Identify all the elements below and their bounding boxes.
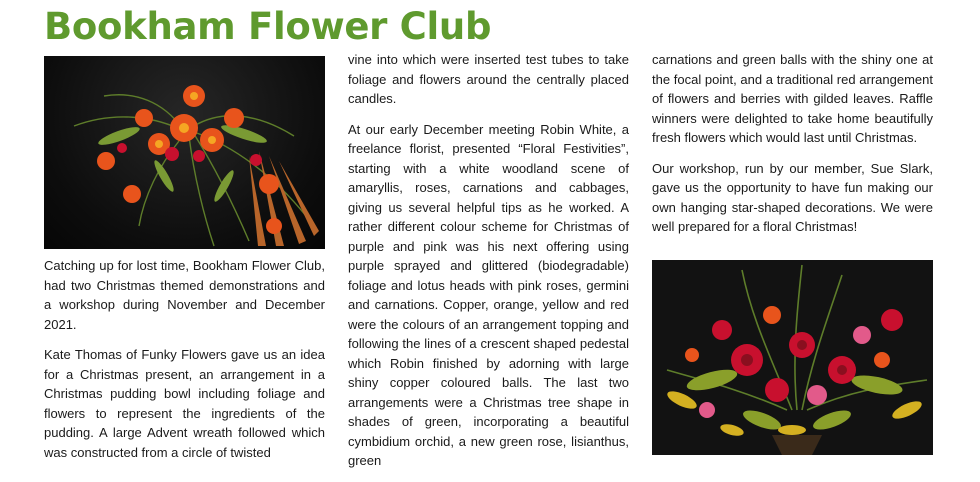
article-column-1 (44, 256, 325, 473)
flower-illustration-2 (652, 260, 933, 455)
article-paragraph: Kate Thomas of Funky Flowers gave us an idea for a Christmas present, an arrangement in a Christmas pudding bowl including foliage and flowers to represent the ingredients of the pudding. A large Advent wreath followed which was constructed from a circle of twisted (44, 347, 325, 460)
article-paragraph: Catching up for lost time, Bookham Flower Club, had two Christmas themed demonstrations and a workshop during November and December 2021. (44, 258, 325, 332)
photo-red-arrangement (652, 260, 933, 455)
article-column-3 (652, 50, 933, 248)
article-title: Bookham Flower Club (44, 5, 492, 48)
article-column-2 (348, 50, 629, 482)
article-paragraph: vine into which were inserted test tubes to take foliage and flowers around the centrally placed candles. (348, 52, 629, 106)
article-paragraph: carnations and green balls with the shiny one at the focal point, and a traditional red arrangement of flowers and berries with gilded leaves. Raffle winners were delighted to take home beautifully fresh flowers which would last until Christmas. (652, 52, 933, 145)
article-paragraph: At our early December meeting Robin White, a freelance florist, presented “Floral Festivities”, starting with a white woodland scene of amaryllis, roses, carnations and cabbages, giving us several helpful tips as he worked. A rather different colour scheme for Christmas of purple and pink was his next offering using purple sprayed and glittered (biodegradable) foliage and lotus heads with pink roses, germini and carnations. Copper, orange, yellow and red were the colours of an arrangement topping and following the lines of a crescent shaped pedestal which Robin finished by adorning with large shiny copper coloured balls. The last two arrangements were a Christmas tree shape in shades of green, incorporating a beautiful cymbidium orchid, a new green rose, lisianthus, green (348, 121, 629, 468)
photo-crescent-arrangement (44, 56, 325, 249)
article-paragraph: Our workshop, run by our member, Sue Slark, gave us the opportunity to have fun making our own hanging star-shaped decorations. We were well prepared for a floral Christmas! (652, 160, 933, 234)
flower-illustration-1 (44, 56, 325, 249)
